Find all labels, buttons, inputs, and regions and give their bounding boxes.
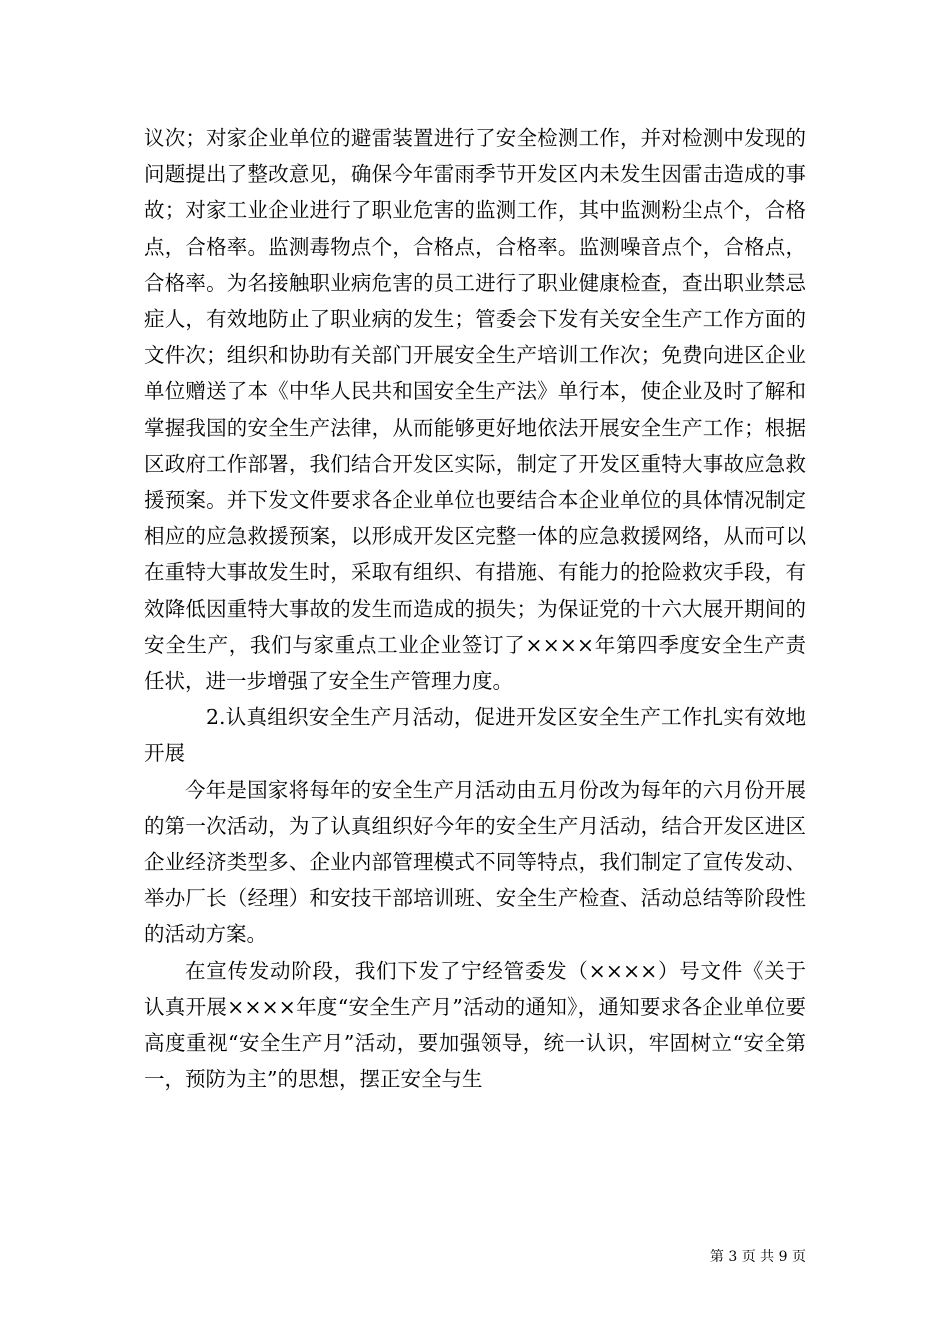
paragraph-safety-month-plan: 今年是国家将每年的安全生产月活动由五月份改为每年的六月份开展的第一次活动，为了认真组织好今年的安全生产月活动，结合开发区进区企业经济类型多、企业内部管理模式不同等特点，我们制定了宣传发动、举办厂长（经理）和安技干部培训班、安全生产检查、活动总结等阶段性的活动方案。	[144, 777, 806, 947]
paragraph-publicity-stage: 在宣传发动阶段，我们下发了宁经管委发（××××）号文件《关于认真开展××××年度“安全生产月”活动的通知》，通知要求各企业单位要高度重视“安全生产月”活动，要加强领导，统一认识，牢固树立“安全第一，预防为主”的思想，摆正安全与生	[144, 958, 806, 1092]
document-body	[144, 120, 806, 1097]
page-number-footer: 第 3 页 共 9 页	[709, 1249, 806, 1265]
section-heading-safety-month: 2.认真组织安全生产月活动，促进开发区安全生产工作扎实有效地开展	[144, 705, 806, 766]
paragraph-inspection-summary: 议次；对家企业单位的避雷装置进行了安全检测工作，并对检测中发现的问题提出了整改意见，确保今年雷雨季节开发区内未发生因雷击造成的事故；对家工业企业进行了职业危害的监测工作，其中监测粉尘点个，合格点，合格率。监测毒物点个，合格点，合格率。监测噪音点个，合格点，合格率。为名接触职业病危害的员工进行了职业健康检查，查出职业禁忌症人，有效地防止了职业病的发生；管委会下发有关安全生产工作方面的文件次；组织和协助有关部门开展安全生产培训工作次；免费向进区企业单位赠送了本《中华人民共和国安全生产法》单行本，使企业及时了解和掌握我国的安全生产法律，从而能够更好地依法开展安全生产工作；根据区政府工作部署，我们结合开发区实际，制定了开发区重特大事故应急救援预案。并下发文件要求各企业单位也要结合本企业单位的具体情况制定相应的应急救援预案，以形成开发区完整一体的应急救援网络，从而可以在重特大事故发生时，采取有组织、有措施、有能力的抢险救灾手段，有效降低因重特大事故的发生而造成的损失；为保证党的十六大展开期间的安全生产，我们与家重点工业企业签订了××××年第四季度安全生产责任状，进一步增强了安全生产管理力度。	[144, 126, 806, 694]
